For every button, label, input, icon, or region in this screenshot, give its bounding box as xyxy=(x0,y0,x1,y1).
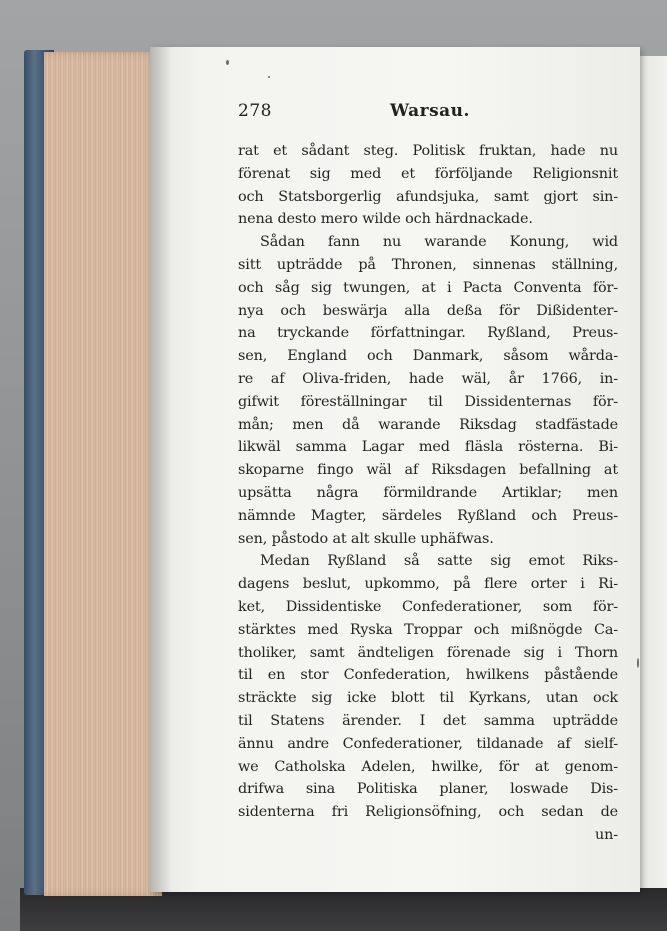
catchword: un- xyxy=(595,826,618,843)
text-line: mån; men då warande Riksdag stadfästade xyxy=(238,416,618,433)
body-text xyxy=(238,140,618,847)
text-line: na tryckande författningar. Ryßland, Preus- xyxy=(238,325,618,342)
page-header xyxy=(238,101,618,123)
ink-speck xyxy=(637,658,639,668)
text-line: re af Oliva-friden, hade wäl, år 1766, in- xyxy=(238,370,618,387)
text-line: sen, England och Danmark, såsom wårda- xyxy=(238,348,618,365)
ink-speck xyxy=(268,76,270,78)
running-head: Warsau. xyxy=(390,101,470,121)
text-line: Sådan fann nu warande Konung, wid xyxy=(260,234,618,251)
text-line: sidenterna fri Religionsöfning, och sedan de xyxy=(238,804,618,821)
text-line: rat et sådant steg. Politisk fruktan, hade nu xyxy=(238,143,618,159)
text-line: tholiker, samt ändteligen förenade sig i Thorn xyxy=(238,644,618,661)
text-line: och såg sig twungen, at i Pacta Conventa för- xyxy=(238,279,618,296)
text-line: ännu andre Confederationer, tildanade af sielf- xyxy=(238,735,618,752)
text-line: likwäl samma Lagar med fläsla rösterna. Bi- xyxy=(238,439,618,456)
text-line: nena desto mero wilde och härdnackade. xyxy=(238,211,533,228)
text-line: nämnde Magter, särdeles Ryßland och Preus- xyxy=(238,507,618,524)
page-gutter-shadow xyxy=(150,47,172,892)
text-line: drifwa sina Politiska planer, loswade Dis- xyxy=(238,781,618,798)
page-number: 278 xyxy=(238,101,272,121)
text-line: och Statsborgerlig afundsjuka, samt gjort sin- xyxy=(238,188,618,205)
text-line: ket, Dissidentiske Confederationer, som för- xyxy=(238,598,618,615)
text-line: upsätta några förmildrande Artiklar; men xyxy=(238,484,618,501)
text-line: stärktes med Ryska Troppar och mißnögde Ca- xyxy=(238,621,618,638)
text-line: Medan Ryßland så satte sig emot Riks- xyxy=(260,553,618,570)
text-line: sträckte sig icke blott til Kyrkans, utan ock xyxy=(238,690,618,707)
text-line: nya och beswärja alla deßa för Dißidenter- xyxy=(238,302,618,319)
text-line: til Statens ärender. I det samma upträdde xyxy=(238,712,618,729)
text-line: förenat sig med et förföljande Religionsnit xyxy=(238,165,618,182)
text-line: gifwit föreställningar til Dissidenternas för- xyxy=(238,393,618,410)
ink-speck xyxy=(226,60,229,65)
text-line: we Catholska Adelen, hwilke, för at genom- xyxy=(238,758,618,775)
text-line: sitt upträdde på Thronen, sinnenas ställning, xyxy=(238,256,618,273)
page-edges xyxy=(44,52,162,896)
text-line: skoparne fingo wäl af Riksdagen befallning at xyxy=(238,462,618,479)
text-line: sen, påstodo at alt skulle uphäfwas. xyxy=(238,530,494,547)
text-line: dagens beslut, upkommo, på flere orter i Ri- xyxy=(238,576,618,593)
text-line: til en stor Confederation, hwilkens påstående xyxy=(238,667,618,684)
